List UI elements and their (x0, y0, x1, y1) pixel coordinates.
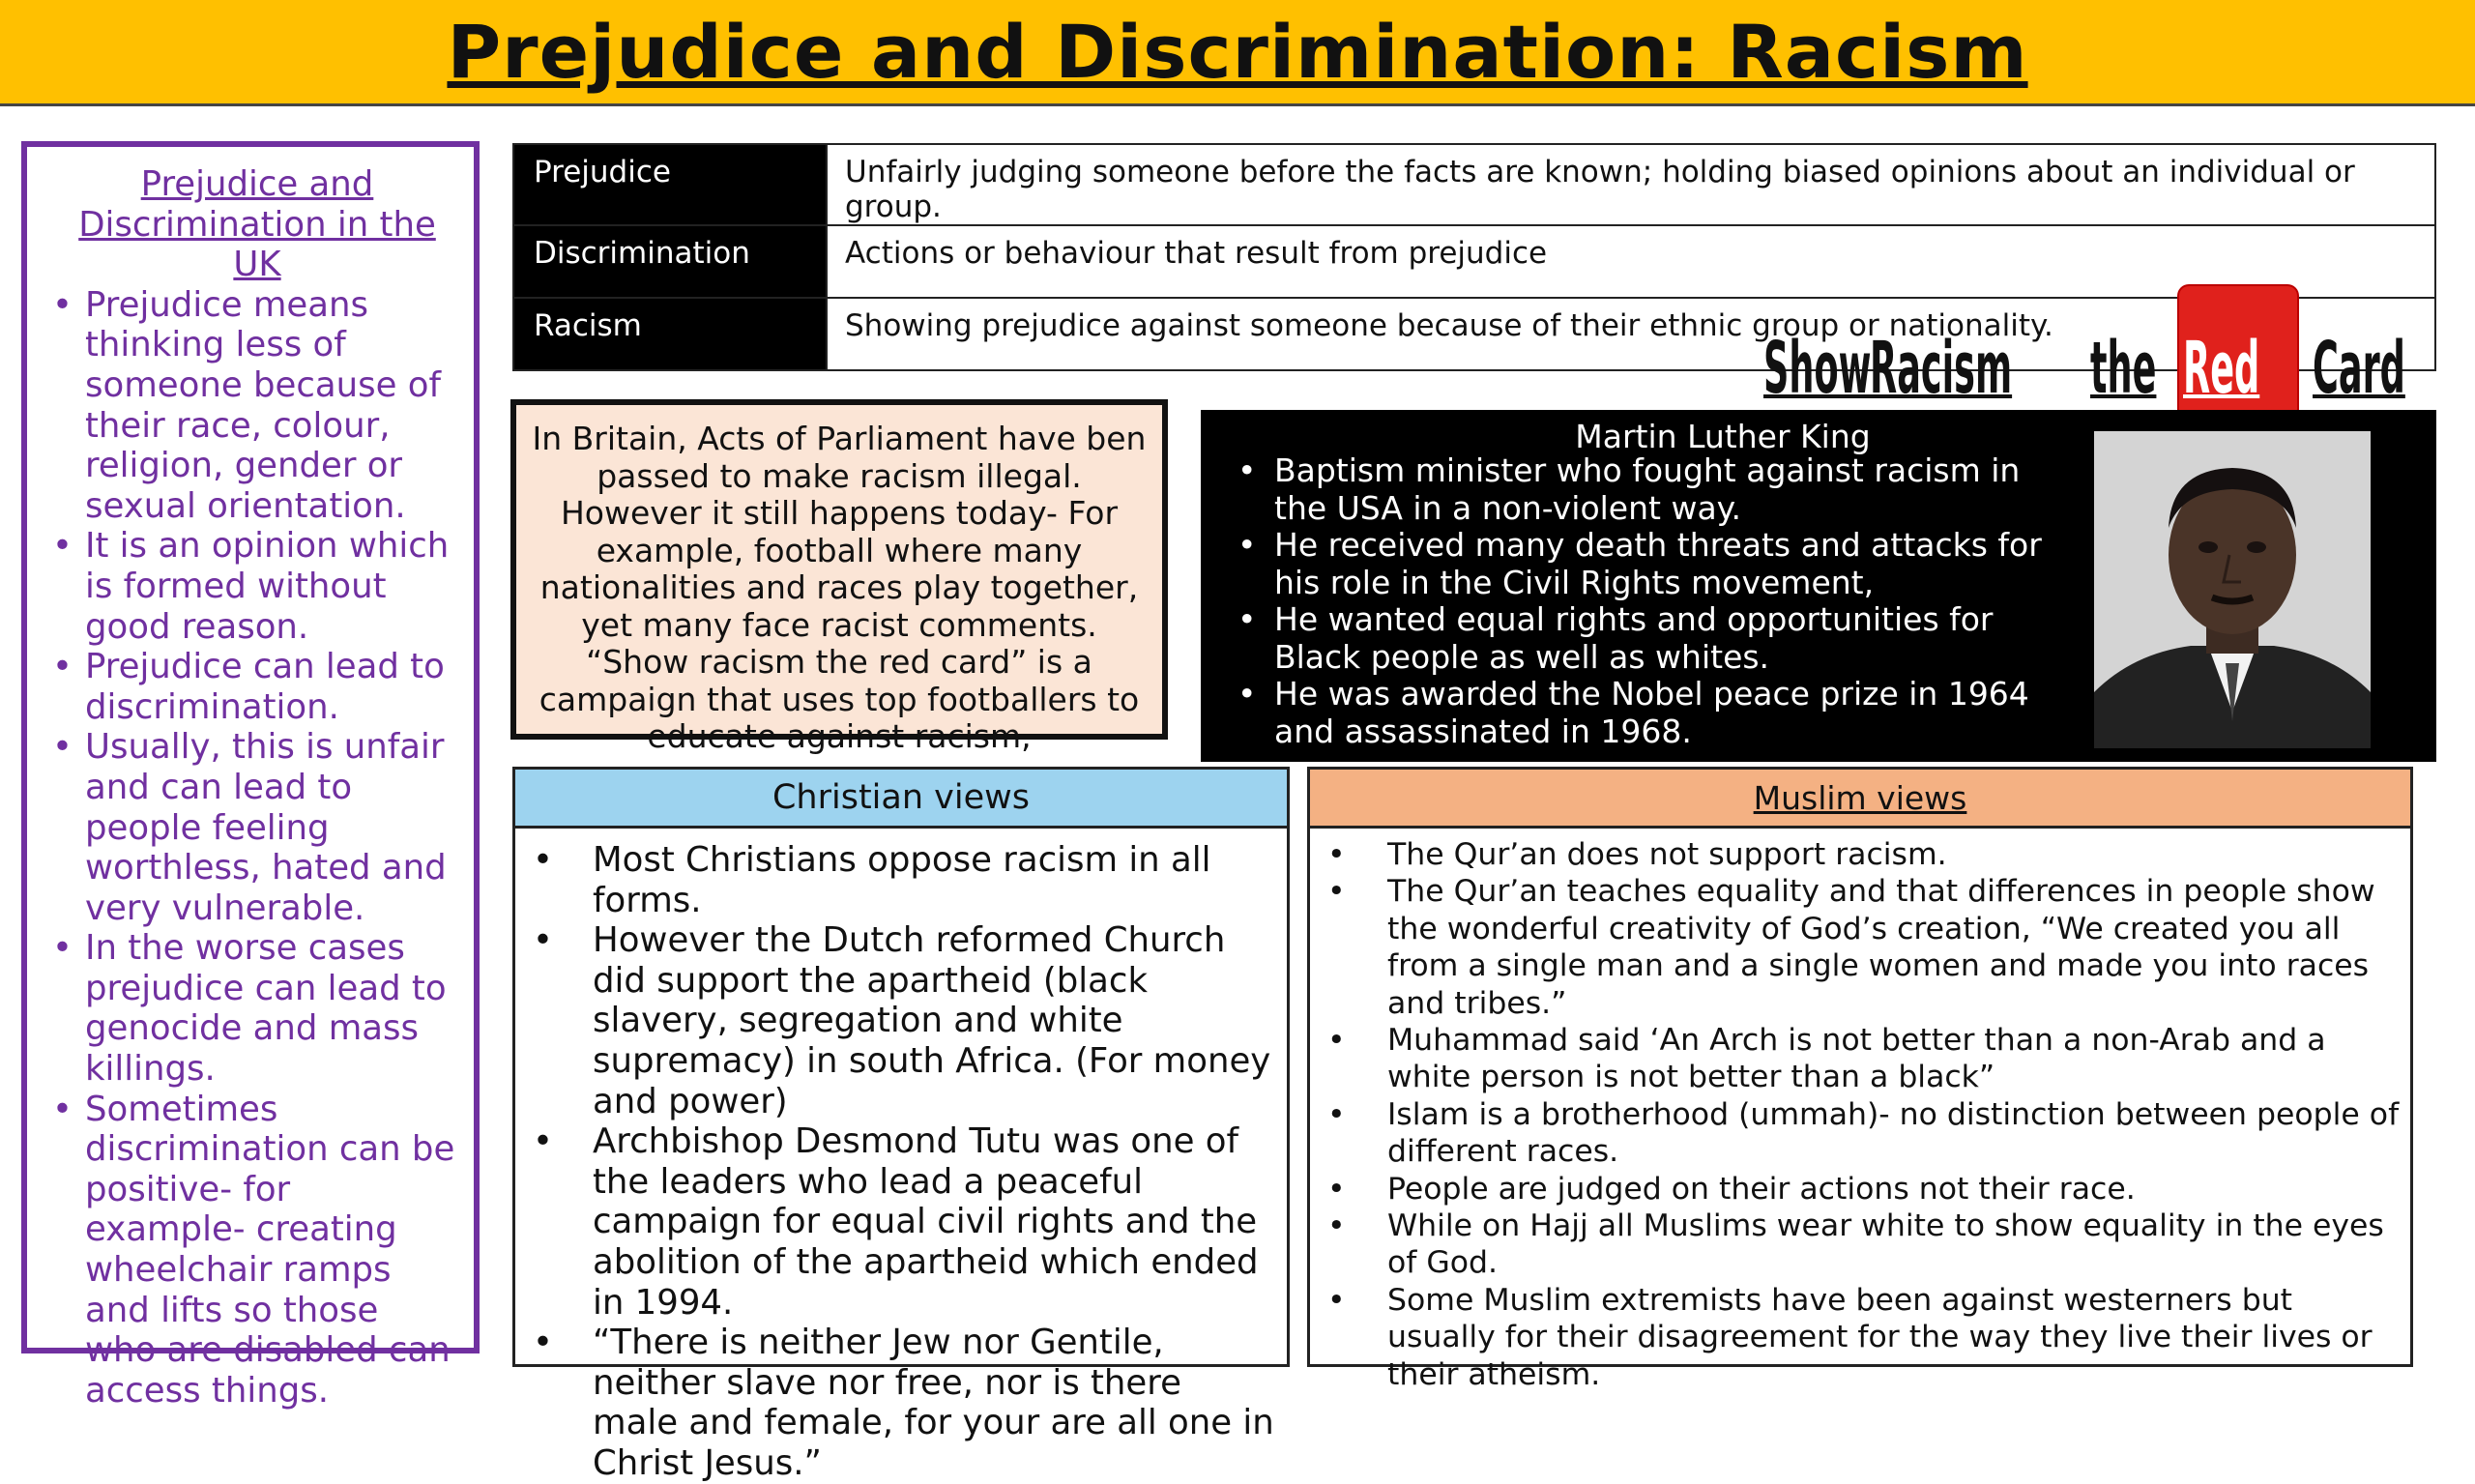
logo-word-card: Card (2313, 327, 2405, 410)
list-item: • The Qur’an teaches equality and that differences in people show the wonderful creativity of God’s creation, “We created you all from a single man and a single women and made you into races and tribes.” (1310, 873, 2401, 1022)
mlk-list (1220, 452, 2052, 750)
mlk-portrait-photo (2094, 431, 2371, 748)
list-item: • He was awarded the Nobel peace prize in 1964 and assassinated in 1968. (1220, 676, 2052, 750)
britain-info-box (510, 399, 1168, 755)
logo-word-show: Show (1763, 327, 1872, 410)
logo-word-red: Red (2183, 327, 2260, 410)
muslim-views-panel (1307, 767, 2413, 1392)
mlk-heading: Martin Luther King (1575, 418, 1871, 455)
portrait-icon (2094, 431, 2371, 748)
list-item: • Sometimes discrimination can be positive- for example- creating wheelchair ramps and lifts so those who are disabled can access things. (46, 1090, 458, 1411)
definition-row-discrimination (514, 226, 2434, 299)
definition-text: Showing prejudice against someone because of their ethnic group or nationality. (826, 299, 2434, 369)
mlk-panel (1201, 410, 2436, 762)
page-title: Prejudice and Discrimination: Racism (447, 9, 2028, 95)
muslim-views-list (1310, 829, 2410, 1393)
list-item: • Some Muslim extremists have been against westerners but usually for their disagreement for the way they live their lives or their atheism. (1310, 1282, 2401, 1393)
list-item: • While on Hajj all Muslims wear white to show equality in the eyes of God. (1310, 1208, 2401, 1282)
title-banner (0, 0, 2475, 106)
uk-prejudice-panel (21, 141, 480, 1411)
definition-text: Actions or behaviour that result from prejudice (826, 226, 2434, 297)
uk-panel-heading: Prejudice and Discrimination in the UK (78, 164, 436, 285)
list-item: • “There is neither Jew nor Gentile, neither slave nor free, nor is there male and female, for your are all one in Christ Jesus.” (515, 1323, 1277, 1483)
list-item: • It is an opinion which is formed without good reason. (46, 526, 458, 647)
list-item: • He received many death threats and attacks for his role in the Civil Rights movement, (1220, 527, 2052, 601)
list-item: • Most Christians oppose racism in all forms. (515, 840, 1277, 920)
logo-word-racism: Racism (1870, 327, 2013, 410)
list-item: • However the Dutch reformed Church did support the apartheid (black slavery, segregation and white supremacy) in south Africa. (For money and power) (515, 920, 1277, 1121)
christian-views-heading: Christian views (515, 770, 1287, 829)
logo-word-the: the (2090, 327, 2157, 410)
list-item: • Prejudice can lead to discrimination. (46, 647, 458, 727)
list-item: • People are judged on their actions not their race. (1310, 1171, 2401, 1208)
definition-term: Discrimination (514, 226, 826, 297)
list-item: • Muhammad said ‘An Arch is not better than a non-Arab and a white person is not better than a black” (1310, 1022, 2401, 1096)
uk-panel-list (46, 285, 458, 1411)
list-item: • He wanted equal rights and opportunities for Black people as well as whites. (1220, 601, 2052, 676)
list-item: • Archbishop Desmond Tutu was one of the leaders who lead a peaceful campaign for equal civil rights and the abolition of the apartheid which ended in 1994. (515, 1121, 1277, 1323)
definition-term: Prejudice (514, 145, 826, 224)
christian-views-list (515, 829, 1287, 1484)
definition-text: Unfairly judging someone before the facts are known; holding biased opinions about an individual or group. (826, 145, 2434, 224)
list-item: • Baptism minister who fought against racism in the USA in a non-violent way. (1220, 452, 2052, 527)
list-item: • Islam is a brotherhood (ummah)- no distinction between people of different races. (1310, 1096, 2401, 1171)
show-racism-red-card-logo (1762, 290, 2431, 416)
britain-info-text: In Britain, Acts of Parliament have ben passed to make racism illegal. However it still happens today- For example, football where many nationalities and races play together, yet many face racist comments. “Show racism the red card” is a campaign that uses top footballers to educate against racism, (532, 420, 1147, 755)
muslim-views-heading: Muslim views (1310, 770, 2410, 829)
definition-term: Racism (514, 299, 826, 369)
list-item: • Prejudice means thinking less of someone because of their race, colour, religion, gender or sexual orientation. (46, 285, 458, 527)
list-item: • The Qur’an does not support racism. (1310, 836, 2401, 873)
list-item: • Usually, this is unfair and can lead to people feeling worthless, hated and very vulnerable. (46, 727, 458, 928)
definition-row-prejudice (514, 145, 2434, 226)
christian-views-panel (512, 767, 1290, 1483)
list-item: • In the worse cases prejudice can lead to genocide and mass killings. (46, 928, 458, 1089)
